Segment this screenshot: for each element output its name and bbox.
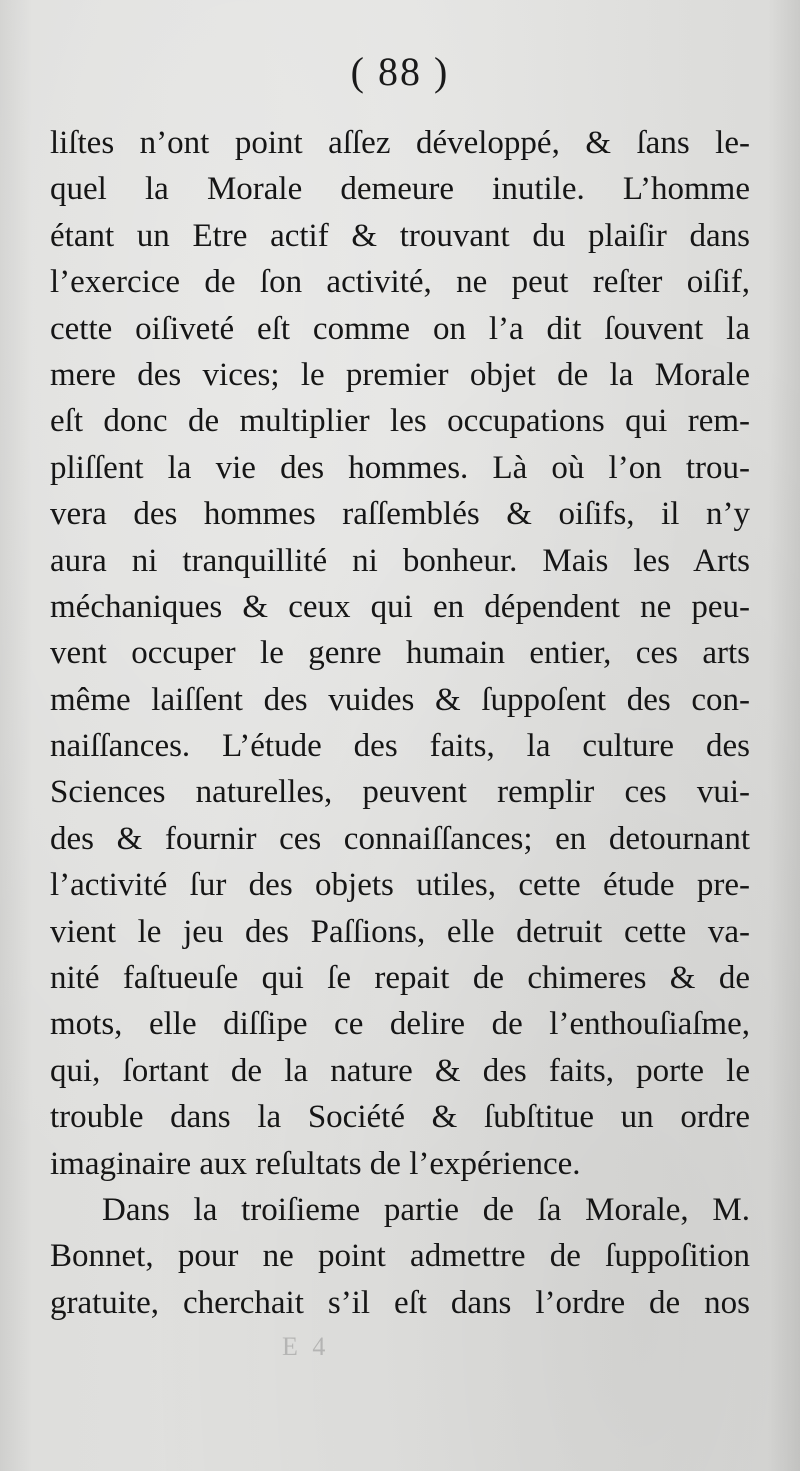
text-line: eſt donc de multiplier les occupations qui rem- [50,403,750,440]
text-line: vera des hommes raſſemblés & oiſifs, il n’y [50,496,750,533]
signature-mark: E 4 [282,1332,330,1361]
text-line: gratuite, cherchait s’il eſt dans l’ordre de nos [50,1284,750,1321]
text-line: Sciences naturelles, peuvent remplir ces vui- [50,774,750,811]
text-line: méchaniques & ceux qui en dépendent ne peu- [50,588,750,625]
text-line: même laiſſent des vuides & ſuppoſent des con- [50,681,750,718]
text-line: vient le jeu des Paſſions, elle detruit cette va- [50,913,750,950]
paragraph-start-line: Dans la troiſieme partie de ſa Morale, M. [102,1191,750,1228]
text-line: qui, ſortant de la nature & des faits, porte le [50,1052,750,1089]
paragraph-end-line: imaginaire aux reſultats de l’expérience. [50,1145,581,1182]
body-text [50,120,750,1326]
text-line: trouble dans la Société & ſubſtitue un ordre [50,1099,750,1136]
text-line: pliſſent la vie des hommes. Là où l’on trou- [50,449,750,486]
text-line: cette oiſiveté eſt comme on l’a dit ſouvent la [50,310,750,347]
text-line: quel la Morale demeure inutile. L’homme [50,171,750,208]
text-line: liſtes n’ont point aſſez développé, & ſans le- [50,125,750,161]
text-line: vent occuper le genre humain entier, ces arts [50,635,750,672]
text-line: mots, elle diſſipe ce delire de l’enthouſiaſme, [50,1006,750,1043]
text-line: Bonnet, pour ne point admettre de ſuppoſition [50,1238,750,1275]
page-number: ( 88 ) [350,49,450,94]
text-line: nité faſtueuſe qui ſe repait de chimeres & de [50,960,750,997]
text-line: aura ni tranquillité ni bonheur. Mais les Arts [50,542,750,579]
text-line: étant un Etre actif & trouvant du plaiſir dans [50,217,750,254]
text-line: des & fournir ces connaiſſances; en detournant [50,820,750,857]
text-line: l’exercice de ſon activité, ne peut reſter oiſif, [50,264,750,301]
text-line: l’activité ſur des objets utiles, cette étude pre- [50,867,750,904]
text-line: naiſſances. L’étude des faits, la culture des [50,728,750,765]
text-line: mere des vices; le premier objet de la Morale [50,356,750,393]
